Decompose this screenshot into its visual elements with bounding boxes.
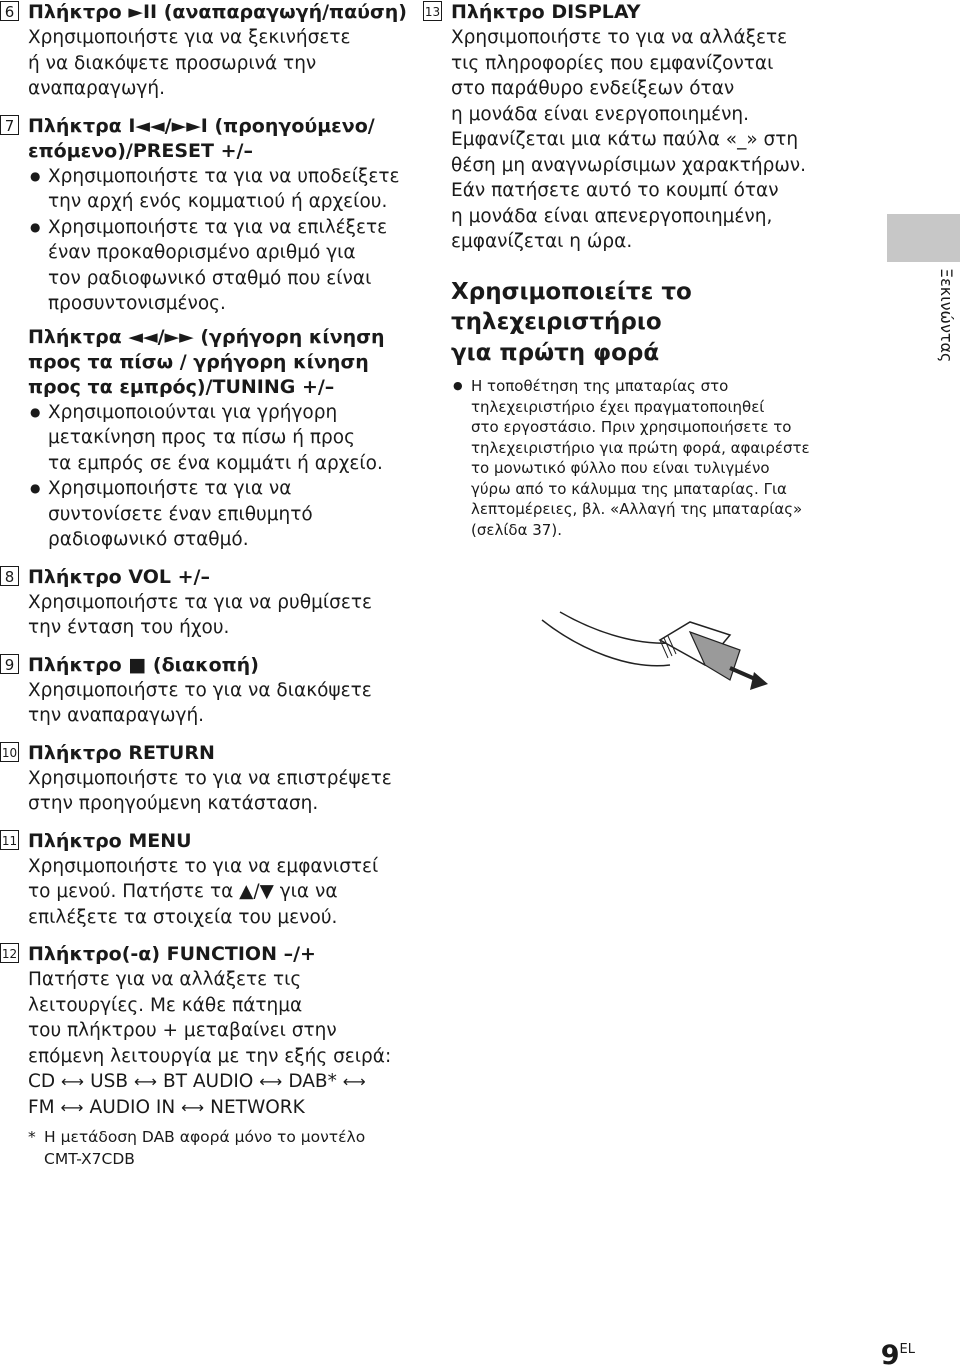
bullet-line: ραδιοφωνικό σταθμό. — [48, 529, 249, 550]
section-title: για πρώτη φορά — [451, 339, 660, 366]
item-line: η μονάδα είναι απενεργοποιημένη, — [451, 205, 773, 227]
item-line: Χρησιμοποιήστε το για να διακόψετε — [28, 679, 372, 701]
item-line: Εμφανίζεται μια κάτω παύλα «_» στη — [451, 129, 799, 150]
double-arrow-icon: ⟷ — [342, 1072, 366, 1091]
function-cd: CD — [28, 1071, 56, 1092]
item-line: του πλήκτρου + μεταβαίνει στην — [28, 1020, 337, 1041]
item-line: Πατήστε για να αλλάξετε τις — [28, 969, 302, 990]
bullet-line: ● Χρησιμοποιήστε τα για να — [48, 478, 292, 499]
bullet-line: ● Χρησιμοποιήστε τα για να επιλέξετε — [48, 216, 388, 238]
item-number: 11 — [0, 830, 19, 850]
footnote-marker: * — [28, 1128, 36, 1146]
item-title: Πλήκτρο RETURN — [28, 741, 215, 764]
function-sequence-line — [28, 1095, 428, 1121]
bullet-item — [28, 400, 428, 477]
function-dab: DAB* — [288, 1071, 337, 1092]
item-number: 13 — [423, 1, 442, 21]
item-title: Πλήκτρο VOL +/– — [28, 565, 210, 588]
double-arrow-icon: ⟷ — [134, 1072, 158, 1091]
item-line: επιλέξετε τα στοιχεία του μενού. — [28, 906, 338, 928]
item-title: Πλήκτρο(-α) FUNCTION –/+ — [28, 943, 316, 965]
side-tab-label: Ξεκινώντας — [937, 268, 956, 363]
double-arrow-icon: ⟷ — [259, 1072, 283, 1091]
sub-title: Πλήκτρα ◄◄/►► (γρήγορη κίνηση — [28, 325, 385, 348]
item-line: λειτουργίες. Με κάθε πάτημα — [28, 994, 303, 1016]
function-usb: USB — [90, 1071, 129, 1092]
bullet-line: το μονωτικό φύλλο που είναι τυλιγμένο — [471, 459, 770, 477]
item-13 — [424, 0, 856, 255]
function-fm: FM — [28, 1096, 55, 1118]
item-12 — [1, 942, 428, 1170]
function-audio-in: AUDIO IN — [89, 1096, 176, 1118]
right-column — [424, 0, 856, 540]
section-title: Χρησιμοποιείτε το — [451, 278, 692, 305]
section-first-use — [451, 277, 856, 541]
bullet-line: (σελίδα 37). — [471, 520, 562, 539]
item-number: 6 — [0, 1, 19, 21]
item-line: Χρησιμοποιήστε για να ξεκινήσετε — [28, 27, 351, 48]
bullet-line: προσυντονισμένος. — [48, 293, 226, 314]
bullet-line: ● Χρησιμοποιήστε τα για να υποδείξετε — [48, 165, 400, 187]
bullet-line: τα εμπρός σε ένα κομμάτι ή αρχείο. — [48, 452, 383, 474]
item-8 — [4, 565, 428, 641]
item-line: Χρησιμοποιήστε το για να αλλάξετε — [451, 27, 788, 48]
bullet-line: γύρω από το κάλυμμα της μπαταρίας. Για — [471, 479, 787, 498]
bullet-line: έναν προκαθορισμένο αριθμό για — [48, 242, 356, 263]
bullet-line: ● Η τοποθέτηση της μπαταρίας στο — [471, 377, 729, 395]
item-line: την ένταση του ήχου. — [28, 617, 230, 638]
item-title: επόμενο)/PRESET +/– — [28, 139, 253, 162]
pull-arrow-head-icon — [750, 672, 768, 690]
item-line: στην προηγούμενη κατάσταση. — [28, 793, 319, 814]
remote-battery-illustration — [540, 610, 770, 710]
item-line: Χρησιμοποιήστε τα για να ρυθμίσετε — [28, 591, 372, 613]
page-language: EL — [899, 1342, 915, 1357]
function-network: NETWORK — [210, 1096, 305, 1118]
double-arrow-icon: ⟷ — [61, 1072, 85, 1091]
item-number: 10 — [0, 742, 19, 762]
bullet-line: την αρχή ενός κομματιού ή αρχείου. — [48, 191, 388, 212]
bullet-item — [28, 215, 428, 317]
item-line: Χρησιμοποιήστε το για να εμφανιστεί — [28, 855, 379, 877]
item-title: Πλήκτρο DISPLAY — [451, 1, 641, 23]
side-tab — [887, 214, 960, 262]
bullet-line: τηλεχειριστήριο για πρώτη φορά, αφαιρέστε — [471, 438, 810, 457]
footnote-line: CMT-X7CDB — [44, 1150, 135, 1168]
left-column — [1, 0, 428, 1170]
item-9 — [4, 653, 428, 729]
function-sequence-line — [28, 1069, 428, 1095]
bullet-line: τηλεχειριστήριο έχει πραγματοποιηθεί — [471, 397, 765, 416]
item-number: 9 — [0, 654, 19, 674]
bullet-line: στο εργοστάσιο. Πριν χρησιμοποιήσετε το — [471, 418, 792, 436]
item-number: 8 — [0, 566, 19, 586]
item-11 — [1, 829, 428, 931]
item-6 — [4, 0, 428, 102]
section-title: τηλεχειριστήριο — [451, 309, 662, 335]
item-line: η μονάδα είναι ενεργοποιημένη. — [451, 103, 750, 125]
bullet-item — [451, 376, 856, 540]
double-arrow-icon: ⟷ — [181, 1097, 205, 1117]
item-line: το μενού. Πατήστε τα ▲/▼ για να — [28, 881, 338, 902]
bullet-line: μετακίνηση προς τα πίσω ή προς — [48, 427, 355, 448]
item-title: Πλήκτρα I◄◄/►►I (προηγούμενο/ — [28, 114, 375, 137]
item-10 — [1, 741, 428, 817]
item-title: Πλήκτρο MENU — [28, 829, 192, 852]
footnote — [28, 1126, 428, 1170]
item-line: θέση μη αναγνωρίσιμων χαρακτήρων. — [451, 154, 807, 176]
item-line: αναπαραγωγή. — [28, 78, 165, 99]
item-title: Πλήκτρο ►II (αναπαραγωγή/παύση) — [28, 1, 407, 23]
sub-title: προς τα εμπρός)/TUNING +/– — [28, 375, 335, 398]
double-arrow-icon: ⟷ — [60, 1097, 84, 1117]
bullet-line: λεπτομέρειες, βλ. «Αλλαγή της μπαταρίας» — [471, 500, 803, 518]
sub-title: προς τα πίσω / γρήγορη κίνηση — [28, 350, 369, 373]
item-line: την αναπαραγωγή. — [28, 705, 205, 726]
item-line: ή να διακόψετε προσωρινά την — [28, 52, 317, 74]
bullet-item — [28, 476, 428, 553]
item-line: επόμενη λειτουργία με την εξής σειρά: — [28, 1045, 392, 1067]
item-number: 12 — [0, 943, 19, 963]
function-bt-audio: BT AUDIO — [163, 1071, 254, 1092]
footnote-line: Η μετάδοση DAB αφορά μόνο το μοντέλο — [44, 1128, 366, 1146]
bullet-line: συντονίσετε έναν επιθυμητό — [48, 503, 313, 525]
page-number — [881, 1340, 915, 1371]
bullet-item — [28, 164, 428, 215]
item-title: Πλήκτρο ■ (διακοπή) — [28, 653, 259, 676]
item-line: στο παράθυρο ενδείξεων όταν — [451, 78, 735, 99]
bullet-line: τον ραδιοφωνικό σταθμό που είναι — [48, 267, 372, 289]
item-line: εμφανίζεται η ώρα. — [451, 231, 633, 252]
page-number-value: 9 — [880, 1340, 900, 1371]
item-7 — [4, 114, 428, 553]
item-line: Εάν πατήσετε αυτό το κουμπί όταν — [451, 180, 779, 201]
bullet-line: ● Χρησιμοποιούνται για γρήγορη — [48, 401, 338, 423]
item-line: τις πληροφορίες που εμφανίζονται — [451, 52, 774, 74]
item-line: Χρησιμοποιήστε το για να επιστρέψετε — [28, 767, 392, 789]
item-number: 7 — [0, 115, 19, 135]
